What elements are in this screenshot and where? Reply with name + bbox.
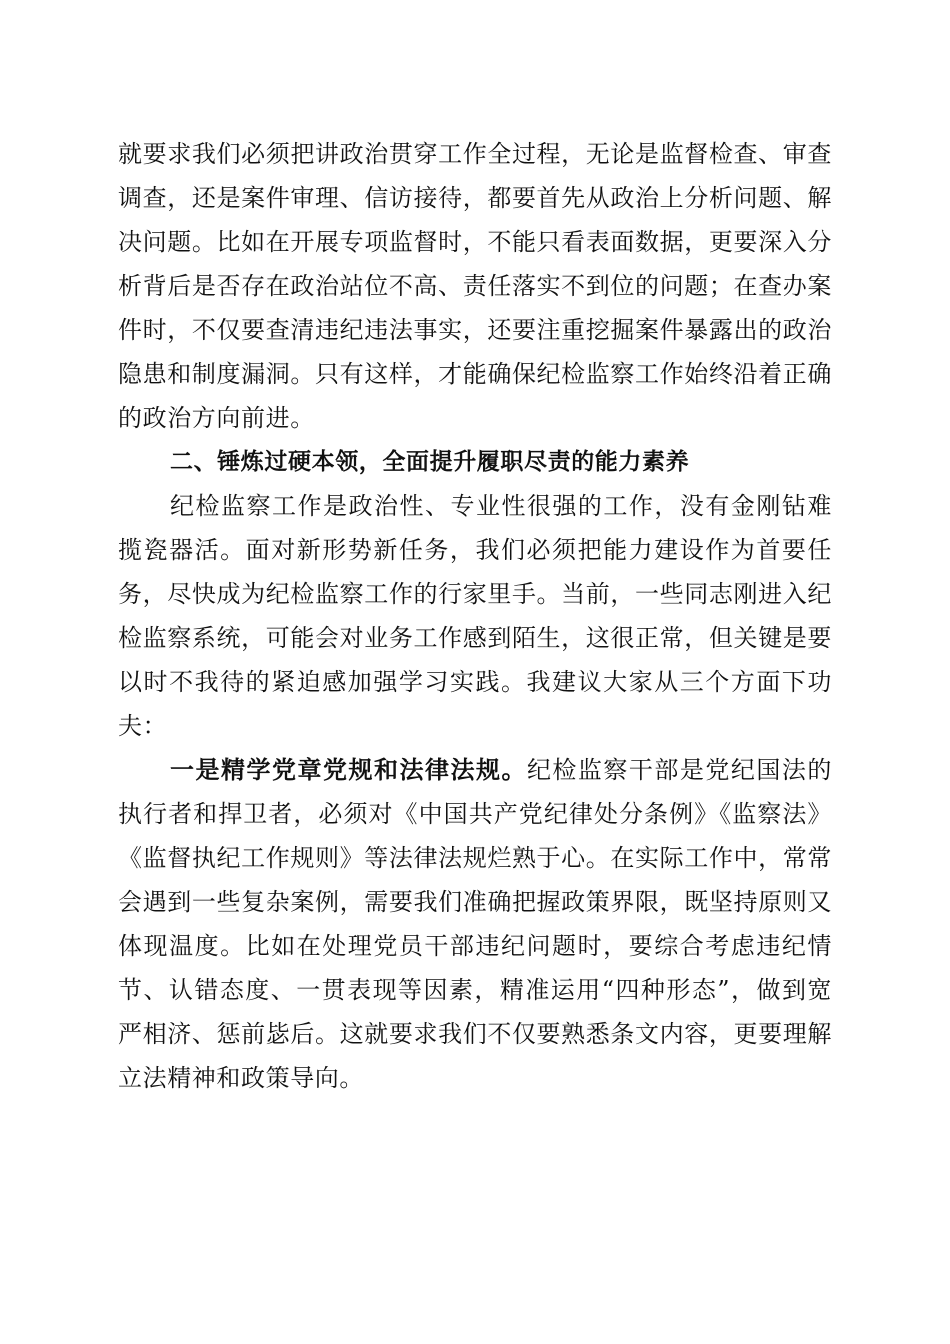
section-heading: 二、锤炼过硬本领，全面提升履职尽责的能力素养 [170, 449, 690, 475]
document-body [118, 132, 832, 1100]
point-one-paragraph [118, 748, 832, 1100]
body-paragraph: 纪检监察工作是政治性、专业性很强的工作，没有金刚钻难揽瓷器活。面对新形势新任务，我们必须把能力建设作为首要任务，尽快成为纪检监察工作的行家里手。当前，一些同志刚进入纪检监察系统，可能会对业务工作感到陌生，这很正常，但关键是要以时不我待的紧迫感加强学习实践。我建议大家从三个方面下功夫： [118, 492, 832, 740]
body-paragraph: 就要求我们必须把讲政治贯穿工作全过程，无论是监督检查、审查调查，还是案件审理、信访接待，都要首先从政治上分析问题、解决问题。比如在开展专项监督时，不能只看表面数据，更要深入分析背后是否存在政治站位不高、责任落实不到位的问题；在查办案件时，不仅要查清违纪违法事实，还要注重挖掘案件暴露出的政治隐患和制度漏洞。只有这样，才能确保纪检监察工作始终沿着正确的政治方向前进。 [118, 140, 832, 432]
point-one-text: 纪检监察干部是党纪国法的执行者和捍卫者，必须对《中国共产党纪律处分条例》《监察法》《监督执纪工作规则》等法律法规烂熟于心。在实际工作中，常常会遇到一些复杂案例，需要我们准确把握政策界限，既坚持原则又体现温度。比如在处理党员干部违纪问题时，要综合考虑违纪情节、认错态度、一贯表现等因素，精准运用“四种形态”，做到宽严相济、惩前毖后。这就要求我们不仅要熟悉条文内容，更要理解立法精神和政策导向。 [118, 756, 832, 1092]
point-one-lead: 一是精学党章党规和法律法规。 [170, 755, 527, 784]
